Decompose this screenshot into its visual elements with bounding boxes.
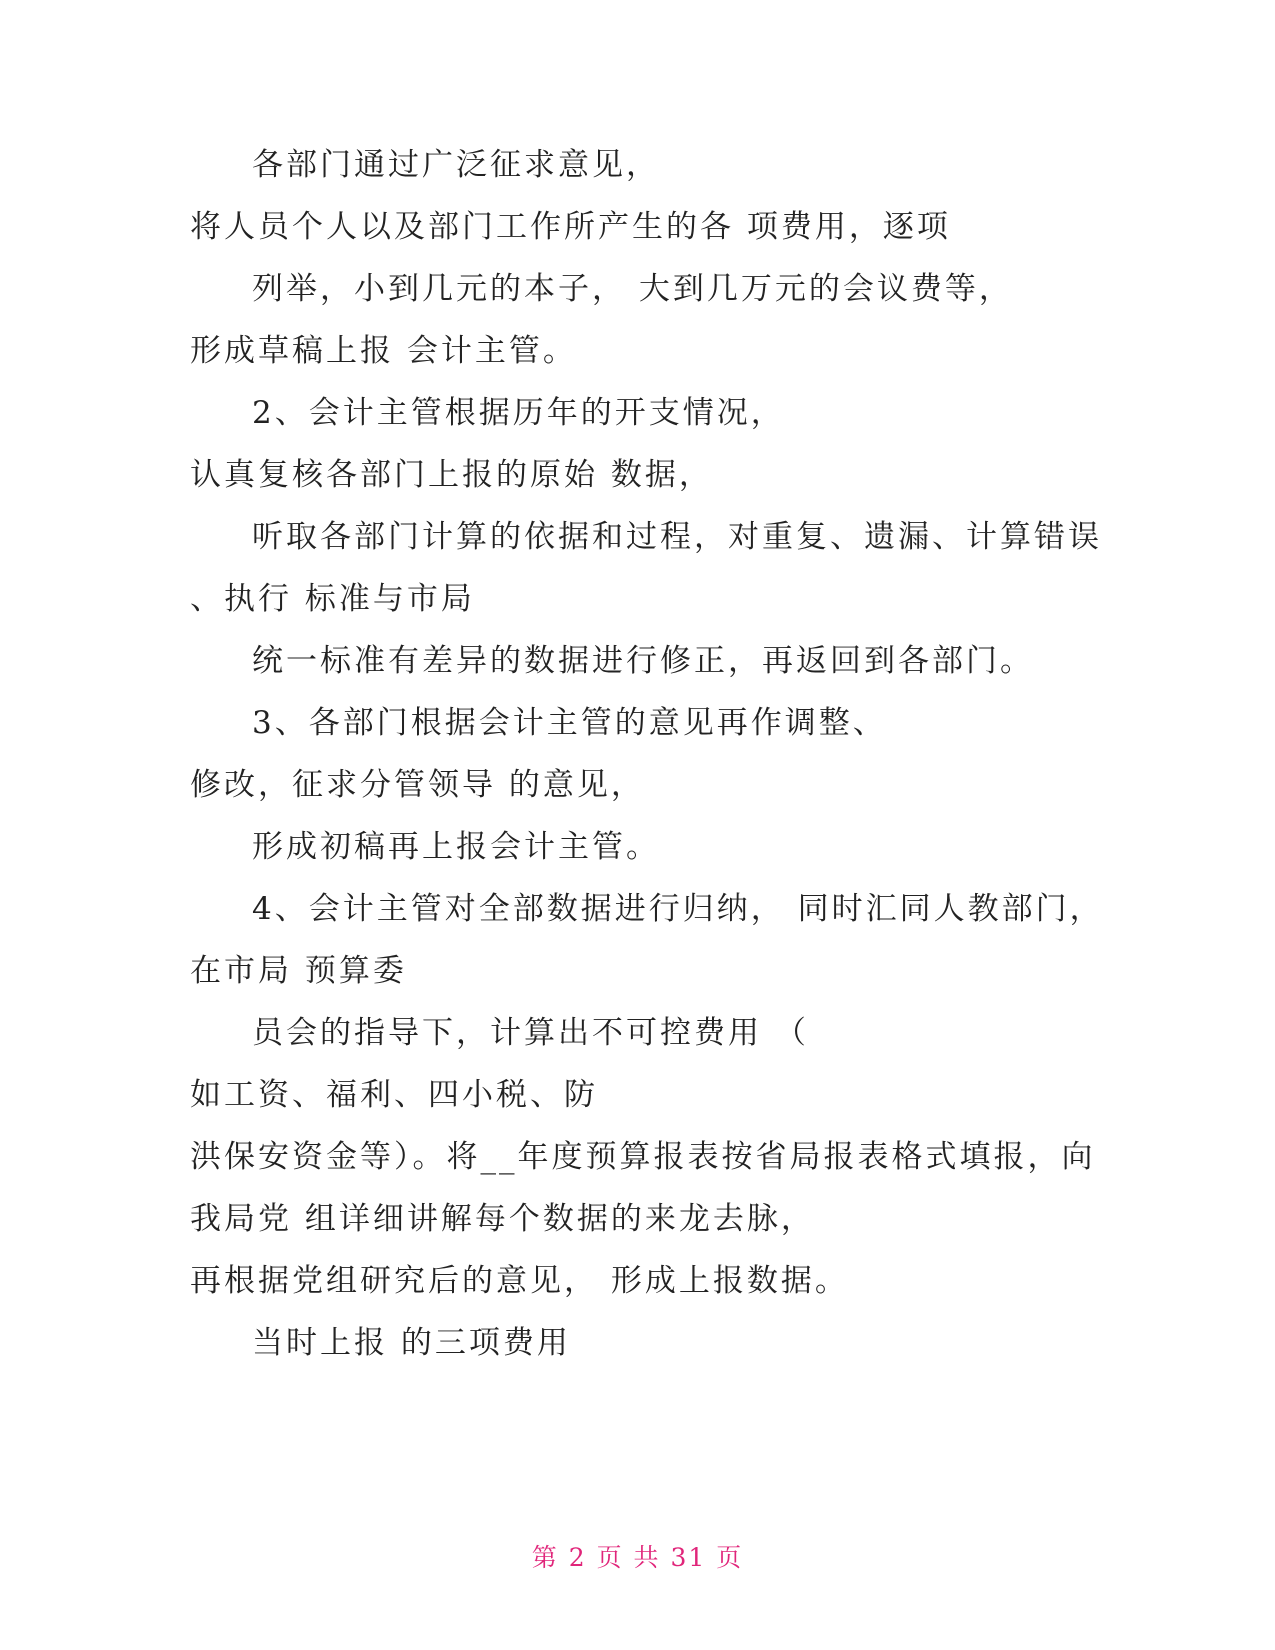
text-line-3: 列举，小到几元的本子， 大到几万元的会议费等， [252,271,1013,307]
text-line-11: 修改，征求分管领导 的意见， [190,767,645,803]
text-line-1: 各部门通过广泛征求意见， [252,147,660,183]
text-line-2: 将人员个人以及部门工作所产生的各 项费用，逐项 [190,209,951,245]
text-line-13: 4、会计主管对全部数据进行归纳， 同时汇同人教部门， [252,891,1104,927]
text-line-6: 认真复核各部门上报的原始 数据， [190,457,713,493]
text-line-16: 如工资、福利、四小税、防 [190,1077,598,1113]
text-line-4: 形成草稿上报 会计主管。 [190,333,577,369]
text-line-12: 形成初稿再上报会计主管。 [252,829,660,865]
text-line-8: 、执行 标准与市局 [190,581,475,617]
text-line-10: 3、各部门根据会计主管的意见再作调整、 [252,705,887,741]
page-number-footer: 第 2 页 共 31 页 [531,1543,744,1572]
text-line-18: 我局党 组详细讲解每个数据的来龙去脉， [190,1201,815,1237]
text-line-5: 2、会计主管根据历年的开支情况， [252,395,785,431]
text-line-19: 再根据党组研究后的意见， 形成上报数据。 [190,1263,849,1299]
text-line-17: 洪保安资金等）。将__年度预算报表按省局报表格式填报，向 [190,1139,1096,1175]
text-line-7: 听取各部门计算的依据和过程，对重复、遗漏、计算错误 [252,519,1102,555]
text-line-14: 在市局 预算委 [190,953,407,989]
text-line-20: 当时上报 的三项费用 [252,1325,571,1361]
text-line-9: 统一标准有差异的数据进行修正，再返回到各部门。 [252,643,1034,679]
text-line-15: 员会的指导下，计算出不可控费用 （ [252,1015,809,1051]
